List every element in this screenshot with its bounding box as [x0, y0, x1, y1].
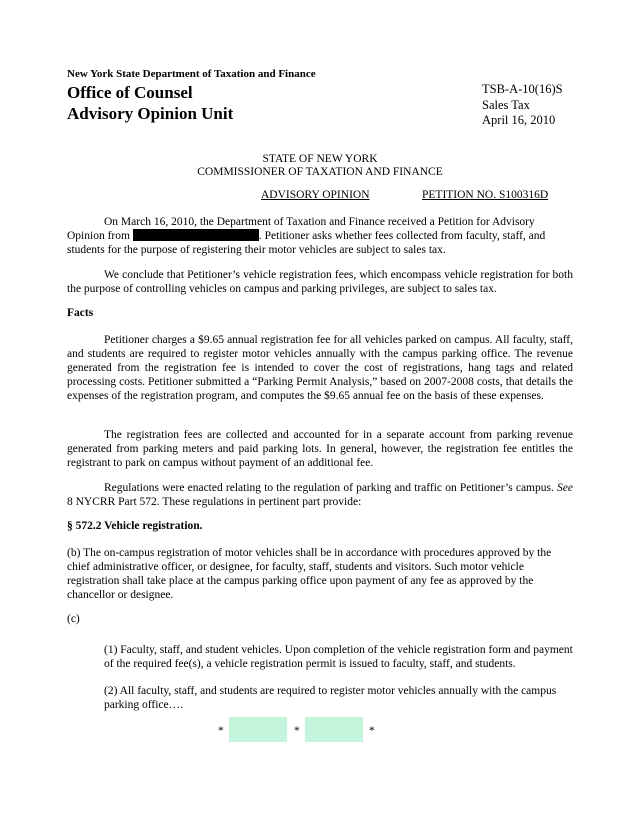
intro-line-2b: . Petitioner asks whether fees collected from faculty, staff, and: [258, 230, 546, 242]
highlight-box-2: [305, 717, 363, 742]
separator-star-3: *: [369, 725, 375, 737]
tax-type: Sales Tax: [482, 97, 530, 112]
facts-paragraph-3: [67, 481, 573, 509]
state-heading: STATE OF NEW YORK: [262, 153, 378, 165]
document-meta: [482, 82, 563, 129]
advisory-opinion-label: ADVISORY OPINION: [261, 189, 370, 201]
intro-line-1: On March 16, 2010, the Department of Taxation and Finance received a Petition for Advisory: [104, 216, 535, 228]
facts-text-2: The registration fees are collected and accounted for in a separate account from parking revenue generated from parking meters and paid parking lots. In general, however, the registration fee entitles the registrant to park on campus without payment of an additional fee.: [67, 429, 573, 469]
intro-paragraph-1: [67, 215, 573, 257]
facts-text-1: Petitioner charges a $9.65 annual registration fee for all vehicles parked on campus. All faculty, staff, and students are required to register motor vehicles annually with the campus parking office. The revenue generated from the registration fee is intended to cover the cost of registrations, hang tags and related processing costs. Petitioner submitted a “Parking Permit Analysis,” based on 2007-2008 costs, that details the expenses of the registration program, and computes the $9.65 annual fee on the basis of these expenses.: [67, 334, 573, 402]
highlight-box-1: [229, 717, 287, 742]
commissioner-heading: COMMISSIONER OF TAXATION AND FINANCE: [197, 166, 443, 178]
regulation-heading: § 572.2 Vehicle registration.: [67, 520, 203, 532]
regulation-c-label: (c): [67, 613, 80, 625]
intro-line-2a: Opinion from: [67, 230, 130, 242]
conclusion-text: We conclude that Petitioner’s vehicle registration fees, which encompass vehicle registration for both the purpose of controlling vehicles on campus and parking privileges, are subject to sales tax.: [67, 269, 573, 295]
facts-paragraph-1: [67, 333, 573, 403]
regulation-c2: (2) All faculty, staff, and students are required to register motor vehicles annually with the campus parking office….: [104, 685, 557, 711]
facts-paragraph-2: [67, 428, 573, 470]
regulation-b: (b) The on-campus registration of motor vehicles shall be in accordance with procedures approved by the chief administrative officer, or designee, for faculty, staff, students and visitors. Such motor vehicle registration shall take place at the campus parking office upon payment of any fee as approved by the chancellor or designee.: [67, 547, 552, 601]
office-title: [67, 82, 233, 124]
document-number: TSB-A-10(16)S: [482, 82, 563, 96]
office-line-1: Office of Counsel: [67, 83, 193, 102]
facts-text-3-rest: 8 NYCRR Part 572. These regulations in pertinent part provide:: [67, 496, 362, 508]
office-line-2: Advisory Opinion Unit: [67, 104, 234, 123]
separator-star-2: *: [294, 725, 300, 737]
petition-number: PETITION NO. S100316D: [422, 189, 549, 201]
see-citation: See: [557, 482, 573, 494]
redaction-bar: [133, 229, 259, 241]
department-name: New York State Department of Taxation and Finance: [67, 68, 316, 80]
intro-line-3: students for the purpose of registering their motor vehicles are subject to sales tax.: [67, 244, 446, 256]
facts-heading: Facts: [67, 307, 94, 319]
facts-text-3: [67, 481, 573, 509]
facts-text-3-main: Regulations were enacted relating to the regulation of parking and traffic on Petitioner’s campus.: [104, 482, 554, 494]
separator-star-1: *: [218, 725, 224, 737]
intro-paragraph-2: [67, 268, 573, 296]
document-date: April 16, 2010: [482, 113, 556, 127]
regulation-c1: (1) Faculty, staff, and student vehicles. Upon completion of the vehicle registration form and payment of the required fee(s), a vehicle registration permit is issued to faculty, staff, and students.: [104, 644, 573, 670]
